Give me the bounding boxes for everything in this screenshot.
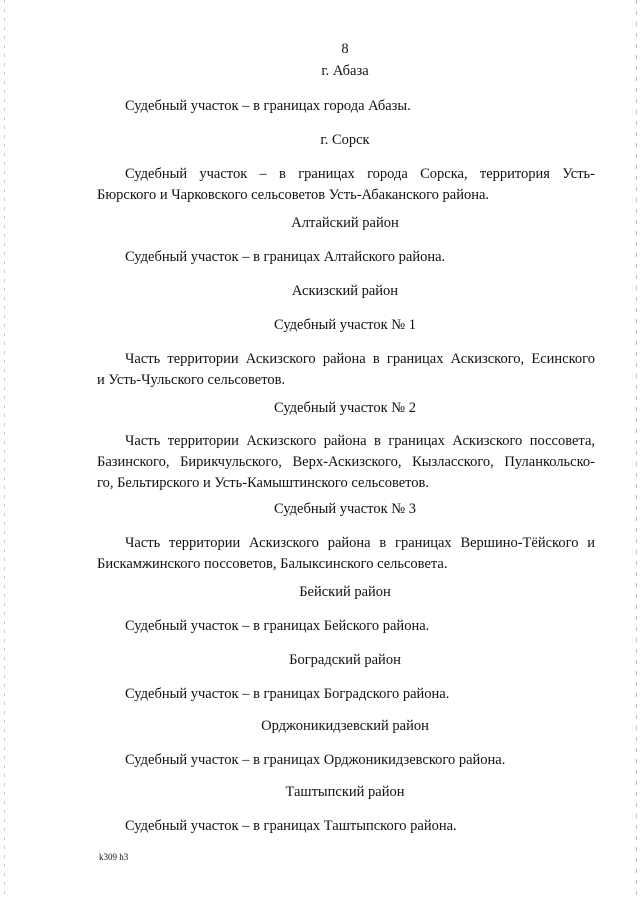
text-askiz-plot1-line1: Часть территории Аскизского района в границах Аскизского, Есинского bbox=[125, 351, 595, 367]
text-sorsk-line2: Бюрского и Чарковского сельсоветов Усть-Абаканского района. bbox=[97, 187, 490, 203]
text-sorsk-line1: Судебный участок – в границах города Сорска, территория Усть- bbox=[125, 166, 595, 182]
heading-sorsk: г. Сорск bbox=[320, 132, 370, 148]
heading-askiz-plot2: Судебный участок № 2 bbox=[274, 400, 416, 416]
heading-tashtyp: Таштыпский район bbox=[285, 784, 405, 800]
text-beya: Судебный участок – в границах Бейского района. bbox=[125, 618, 430, 634]
text-askiz-plot2-line3: го, Бельтирского и Усть-Камыштинского сельсоветов. bbox=[97, 475, 430, 491]
text-askiz-plot3-line2: Бискамжинского поссоветов, Балыксинского сельсовета. bbox=[97, 556, 448, 572]
heading-askiz-plot3: Судебный участок № 3 bbox=[274, 501, 416, 517]
heading-ordzhonikidze: Орджоникидзевский район bbox=[261, 718, 429, 734]
text-tashtyp: Судебный участок – в границах Таштыпского района. bbox=[125, 818, 457, 834]
text-askiz-plot1-line2: и Усть-Чульского сельсоветов. bbox=[97, 372, 286, 388]
heading-altai: Алтайский район bbox=[291, 215, 399, 231]
footer-code: k309 h3 bbox=[99, 852, 129, 862]
heading-beya: Бейский район bbox=[299, 584, 391, 600]
heading-askiz-plot1: Судебный участок № 1 bbox=[274, 317, 416, 333]
text-askiz-plot2-line2: Базинского, Бирикчульского, Верх-Аскизского, Кызласского, Пуланкольско- bbox=[97, 454, 595, 470]
text-altai: Судебный участок – в границах Алтайского района. bbox=[125, 249, 446, 265]
text-abaza: Судебный участок – в границах города Абазы. bbox=[125, 98, 411, 114]
text-askiz-plot2-line1: Часть территории Аскизского района в границах Аскизского поссовета, bbox=[125, 433, 595, 449]
heading-abaza: г. Абаза bbox=[321, 63, 369, 79]
text-ordzhonikidze: Судебный участок – в границах Орджоникидзевского района. bbox=[125, 752, 506, 768]
heading-askiz: Аскизский район bbox=[291, 283, 399, 299]
text-askiz-plot3-line1: Часть территории Аскизского района в границах Вершино-Тёйского и bbox=[125, 535, 595, 551]
text-bograd: Судебный участок – в границах Боградского района. bbox=[125, 686, 450, 702]
page-number: 8 bbox=[341, 41, 349, 57]
heading-bograd: Боградский район bbox=[289, 652, 401, 668]
